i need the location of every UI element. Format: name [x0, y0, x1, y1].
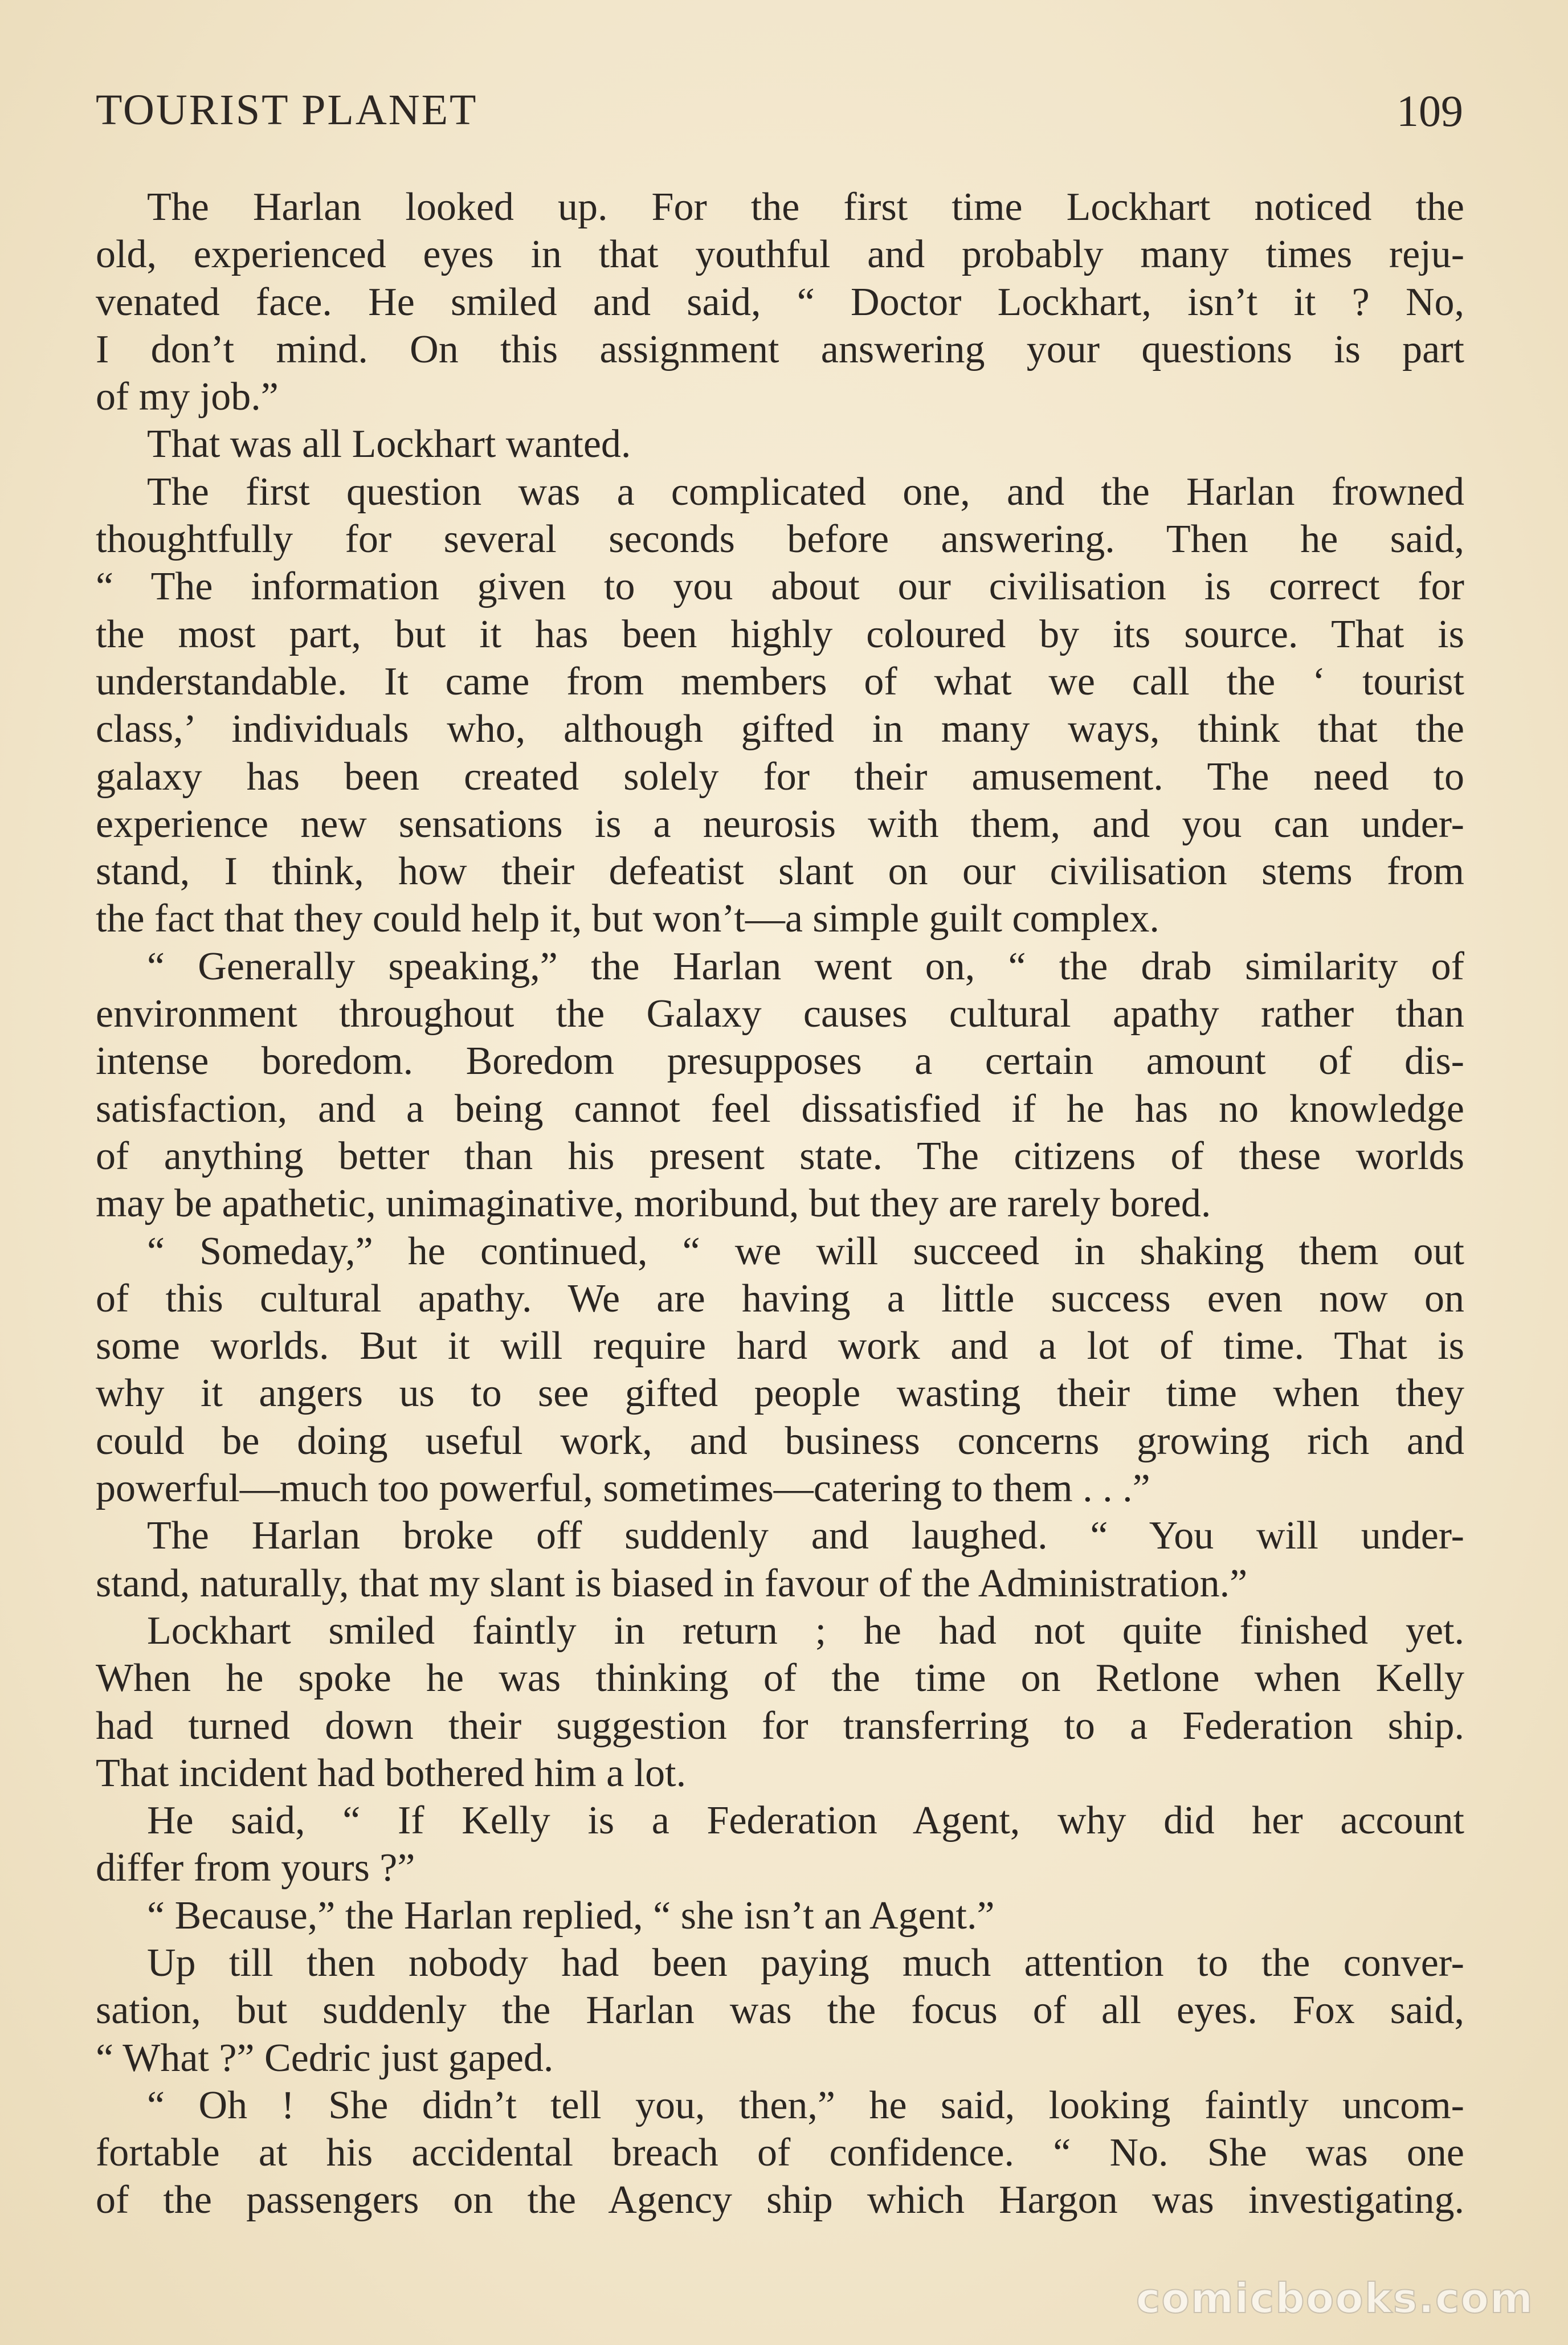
- text-line: “ Someday,” he continued, “ we will succeed in shaking them out: [147, 1229, 1464, 1273]
- text-line: may be apathetic, unimaginative, moribund, but they are rarely bored.: [96, 1182, 1211, 1226]
- text-line: The Harlan broke off suddenly and laughed. “ You will under-: [147, 1514, 1464, 1558]
- body-text: [96, 183, 1464, 2224]
- text-line: sation, but suddenly the Harlan was the focus of all eyes. Fox said,: [96, 1988, 1464, 2033]
- text-line: Lockhart smiled faintly in return ; he had not quite finished yet.: [147, 1608, 1464, 1653]
- text-line: environment throughout the Galaxy causes cultural apathy rather than: [96, 992, 1464, 1036]
- text-line: galaxy has been created solely for their amusement. The need to: [96, 754, 1464, 799]
- watermark-logo: comicbooks.com: [1136, 2274, 1534, 2322]
- text-line: class,’ individuals who, although gifted in many ways, think that the: [96, 707, 1464, 751]
- running-title: TOURIST PLANET: [96, 86, 478, 134]
- text-line: had turned down their suggestion for transferring to a Federation ship.: [96, 1703, 1464, 1748]
- text-line: I don’t mind. On this assignment answering your questions is part: [96, 327, 1464, 371]
- text-line: That was all Lockhart wanted.: [147, 422, 631, 467]
- text-line: The first question was a complicated one, and the Harlan frowned: [147, 469, 1464, 514]
- text-line: powerful—much too powerful, sometimes—catering to them . . .”: [96, 1466, 1150, 1511]
- text-line: differ from yours ?”: [96, 1846, 415, 1890]
- text-line: thoughtfully for several seconds before answering. Then he said,: [96, 517, 1464, 562]
- text-line: “ Oh ! She didn’t tell you, then,” he said, looking faintly uncom-: [147, 2083, 1464, 2127]
- text-line: stand, I think, how their defeatist slant on our civilisation stems from: [96, 849, 1464, 894]
- text-line: venated face. He smiled and said, “ Doctor Lockhart, isn’t it ? No,: [96, 280, 1464, 324]
- text-line: fortable at his accidental breach of confidence. “ No. She was one: [96, 2131, 1464, 2175]
- text-line: the fact that they could help it, but won’t—a simple guilt complex.: [96, 897, 1159, 941]
- text-line: experience new sensations is a neurosis with them, and you can under-: [96, 802, 1464, 846]
- text-line: why it angers us to see gifted people wasting their time when they: [96, 1371, 1464, 1416]
- text-line: of anything better than his present state. The citizens of these worlds: [96, 1134, 1464, 1178]
- text-line: of my job.”: [96, 375, 279, 419]
- text-line: “ What ?” Cedric just gaped.: [96, 2036, 554, 2080]
- text-line: could be doing useful work, and business concerns growing rich and: [96, 1419, 1464, 1463]
- text-line: Up till then nobody had been paying much attention to the conver-: [147, 1940, 1464, 1985]
- text-line: satisfaction, and a being cannot feel dissatisfied if he has no knowledge: [96, 1086, 1464, 1131]
- text-line: some worlds. But it will require hard work and a lot of time. That is: [96, 1324, 1464, 1368]
- text-line: When he spoke he was thinking of the time on Retlone when Kelly: [96, 1656, 1464, 1701]
- text-line: understandable. It came from members of what we call the ‘ tourist: [96, 659, 1464, 704]
- text-line: “ Because,” the Harlan replied, “ she isn’t an Agent.”: [147, 1893, 995, 1938]
- text-line: That incident had bothered him a lot.: [96, 1751, 687, 1795]
- text-line: old, experienced eyes in that youthful and probably many times reju-: [96, 232, 1464, 277]
- text-line: of the passengers on the Agency ship which Hargon was investigating.: [96, 2178, 1464, 2223]
- text-line: “ The information given to you about our civilisation is correct for: [96, 565, 1464, 609]
- text-line: stand, naturally, that my slant is biased in favour of the Administration.”: [96, 1561, 1248, 1605]
- text-line: He said, “ If Kelly is a Federation Agent, why did her account: [147, 1799, 1464, 1843]
- text-line: intense boredom. Boredom presupposes a certain amount of dis-: [96, 1039, 1464, 1084]
- text-line: the most part, but it has been highly coloured by its source. That is: [96, 612, 1464, 656]
- text-line: “ Generally speaking,” the Harlan went on, “ the drab similarity of: [147, 944, 1464, 988]
- text-line: The Harlan looked up. For the first time Lockhart noticed the: [147, 185, 1464, 229]
- page-header: [96, 85, 1463, 137]
- text-line: of this cultural apathy. We are having a little success even now on: [96, 1276, 1464, 1321]
- page-number: 109: [1396, 86, 1463, 136]
